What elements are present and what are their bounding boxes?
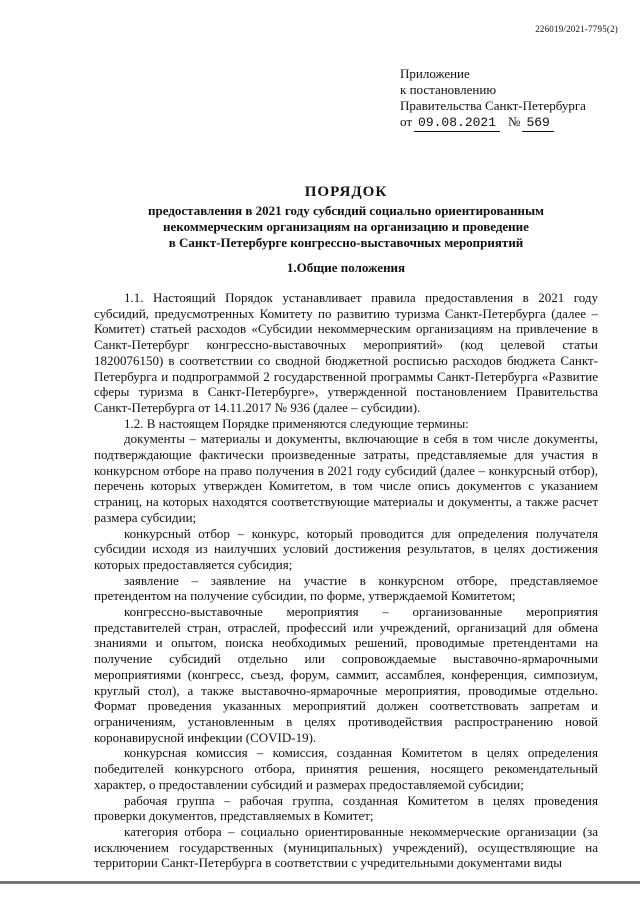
appendix-block	[400, 66, 586, 132]
term-documents: документы – материалы и документы, включающие в себя в том числе документы, подтверждающие фактически произведенные затраты, представляемые для участия в конкурсном отборе на право получения в 2021 году субсидий (далее – конкурсный отбор), перечень которых утвержден Комитетом, в том числе опись документов с указанием страниц, на которых находятся соответствующие материалы и документы, а также расчет размера субсидии;	[94, 431, 598, 525]
document-title-block	[94, 184, 598, 251]
term-working-group: рабочая группа – рабочая группа, созданная Комитетом в целях проведения проверки документов, представляемых в Комитет;	[94, 792, 598, 824]
document-body	[94, 290, 598, 871]
term-application: заявление – заявление на участие в конкурсном отборе, представляемое претендентом на получение субсидии, по форме, утверждаемой Комитетом;	[94, 572, 598, 604]
paragraph-1-2: 1.2. В настоящем Порядке применяются следующие термины:	[124, 415, 469, 431]
term-congress-exhibition-events: конгрессно-выставочные мероприятия – организованные мероприятия представителей стран, отраслей, профессий или учреждений, организаций для обмена знаниями и опытом, поиска необходимых решений, проводимые претендентами на получение субсидий отдельно или сопровождаемые выставочно-ярмарочными мероприятиями (конгресс, съезд, форум, саммит, ассамблея, конференция, симпозиум, круглый стол), а также выставочно-ярмарочные мероприятия, проводимые отдельно. Формат проведения указанных мероприятий должен соответствовать запретам и ограничениям, установленным в целях противодействия распространению новой коронавирусной инфекции (COVID-19).	[94, 604, 598, 745]
scan-bottom-edge	[0, 881, 640, 884]
document-subtitle-line-1: предоставления в 2021 году субсидий социально ориентированным	[148, 203, 544, 218]
number-label: №	[508, 114, 521, 129]
term-selection-category: категория отбора – социально ориентированные некоммерческие организации (за исключением государственных (муниципальных) учреждений), осуществляющие на территории Санкт-Петербурга в соответствии с учредительными документами виды	[94, 823, 598, 871]
document-subtitle-line-2: некоммерческим организациям на организацию и проведение	[163, 219, 529, 234]
appendix-label: Приложение	[400, 66, 470, 81]
term-competition-commission: конкурсная комиссия – комиссия, созданная Комитетом в целях определения победителей конкурсного отбора, принятия решения, носящего рекомендательный характер, о предоставлении субсидий и размерах предоставляемой субсидии;	[94, 745, 598, 792]
appendix-government: Правительства Санкт-Петербурга	[400, 98, 586, 113]
term-competitive-selection: конкурсный отбор – конкурс, который проводится для определения получателя субсидии исходя из наилучших условий достижения результатов, в целях достижения которых предоставляется субсидия;	[94, 525, 598, 572]
document-title: ПОРЯДОК	[304, 184, 388, 200]
section-heading: 1.Общие положения	[286, 260, 406, 275]
from-label: от	[400, 114, 413, 129]
appendix-resolution: к постановлению	[400, 82, 497, 97]
document-registration-number: 226019/2021-7795(2)	[535, 24, 618, 34]
paragraph-1-1: 1.1. Настоящий Порядок устанавливает правила предоставления в 2021 году субсидий, предусмотренных Комитету по развитию туризма Санкт-Петербурга (далее – Комитет) статьей расходов «Субсидии некоммерческим организациям на привлечение в Санкт-Петербург конгрессно-выставочных мероприятий» (код целевой статьи 1820076150) в соответствии со сводной бюджетной росписью расходов бюджета Санкт-Петербурга и подпрограммой 2 государственной программы Санкт-Петербурга «Развитие сферы туризма в Санкт-Петербурге», утвержденной постановлением Правительства Санкт-Петербурга от 14.11.2017 № 936 (далее – субсидии).	[94, 290, 598, 415]
resolution-date: 09.08.2021	[414, 115, 500, 132]
document-subtitle-line-3: в Санкт-Петербурге конгрессно-выставочных мероприятий	[168, 235, 524, 250]
appendix-date-number-line	[400, 114, 586, 132]
resolution-number: 569	[522, 115, 553, 132]
